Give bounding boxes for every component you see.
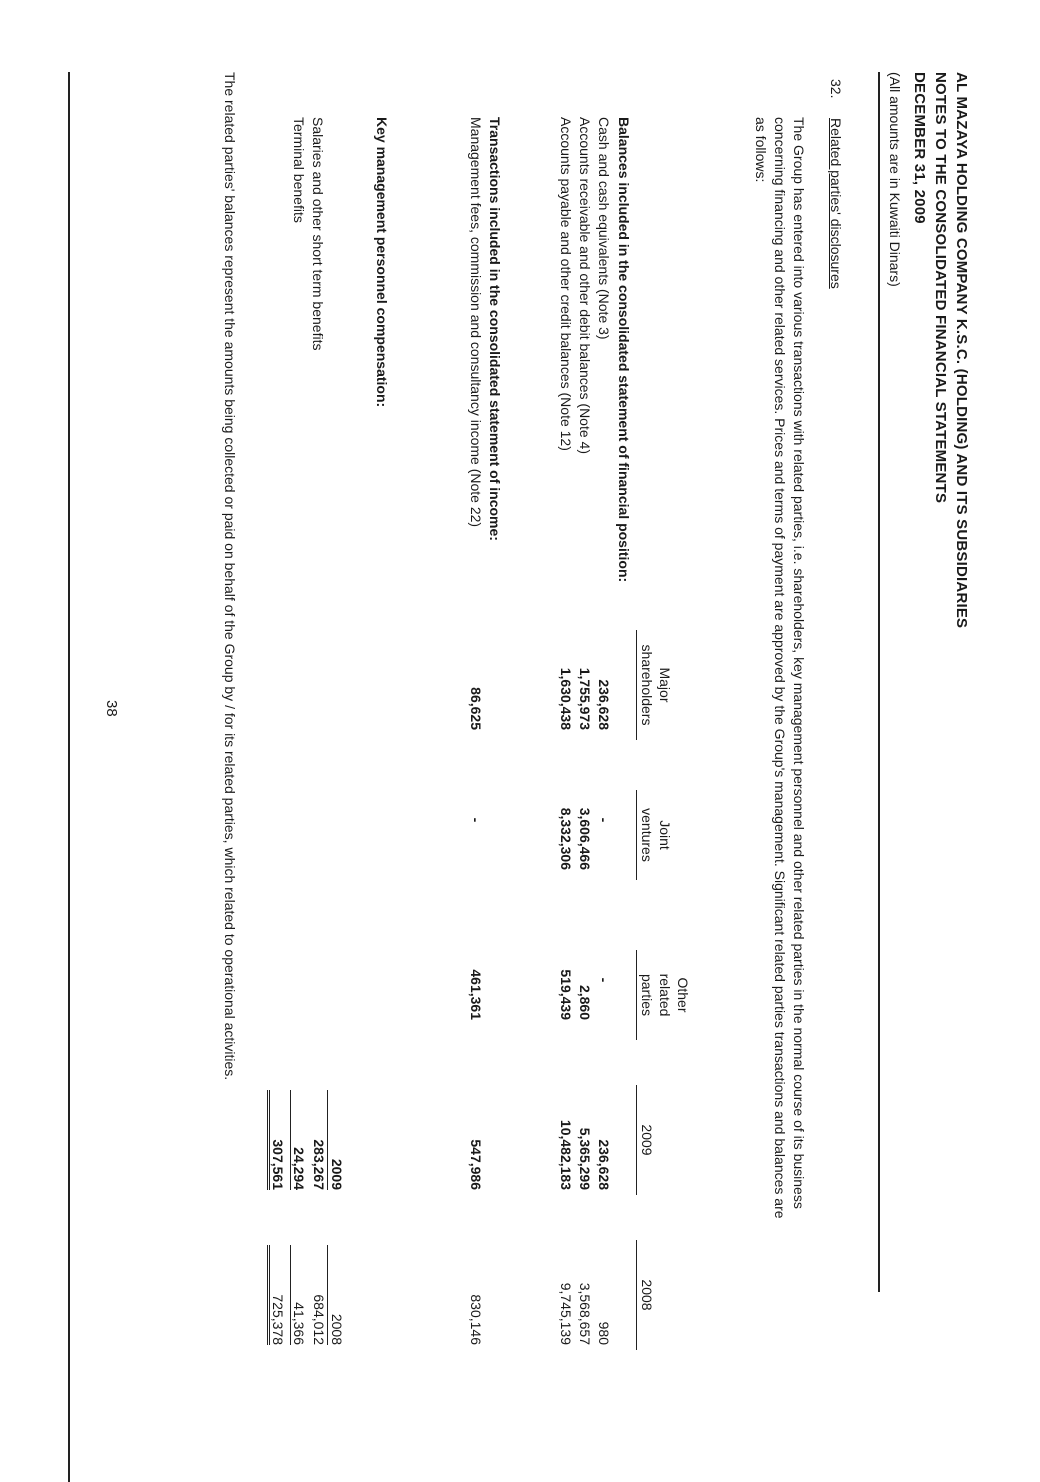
row-label-accounts-payable: Accounts payable and other credit balances (Note 12): [558, 117, 574, 451]
currency-note: (All amounts are in Kuwaiti Dinars): [887, 72, 903, 287]
row-label-cash: Cash and cash equivalents (Note 3): [596, 117, 612, 340]
cell-value: 8,332,306: [558, 807, 574, 870]
cell-value: 283,267: [311, 1090, 328, 1190]
col-header-joint-ventures: Joint ventures: [636, 790, 674, 880]
company-name: AL MAZAYA HOLDING COMPANY K.S.C. (HOLDING) AND ITS SUBSIDIARIES: [953, 72, 970, 629]
cell-value: 684,012: [311, 1245, 328, 1345]
cell-value: 1,755,973: [577, 667, 593, 730]
cell-value: 5,365,299: [577, 1127, 593, 1190]
cell-value: 461,361: [468, 969, 484, 1020]
cell-value: 236,628: [596, 1139, 612, 1190]
cell-value: 3,568,657: [577, 1282, 593, 1345]
row-label-terminal-benefits: Terminal benefits: [291, 117, 307, 223]
row-label-salaries: Salaries and other short term benefits: [310, 117, 326, 351]
total-value: 725,378: [267, 1245, 286, 1345]
footer-divider: [68, 72, 70, 1482]
intro-line: The Group has entered into various transactions with related parties, i.e. shareholders, key management personnel and other related parties in the normal course of its business: [791, 117, 807, 1209]
cell-value: 830,146: [468, 1294, 484, 1345]
cell-value: -: [468, 817, 484, 823]
key-management-heading: Key management personnel compensation:: [374, 117, 390, 408]
transactions-heading: Transactions included in the consolidated statement of income:: [487, 117, 503, 541]
cell-value: 10,482,183: [558, 1119, 574, 1190]
row-label-management-fees: Management fees, commission and consultancy income (Note 22): [468, 117, 484, 528]
cell-value: 547,986: [468, 1139, 484, 1190]
col-header-2009: 2009: [636, 1085, 656, 1195]
total-value: 307,561: [267, 1090, 286, 1190]
cell-value: 41,366: [290, 1245, 307, 1345]
cell-value: 2,860: [577, 984, 593, 1020]
intro-line: concerning financing and other related services. Prices and terms of payment are approved by the Group's management. Significant related parties transactions and balances are: [772, 117, 788, 1219]
cell-value: 1,630,438: [558, 667, 574, 730]
col-header-major-shareholders: Major shareholders: [636, 630, 674, 740]
document-header: [909, 72, 972, 628]
km-col-header-2008: 2008: [329, 1313, 345, 1345]
row-label-accounts-receivable: Accounts receivable and other debit balances (Note 4): [577, 117, 593, 454]
cell-value: 3,606,466: [577, 807, 593, 870]
cell-value: 236,628: [596, 679, 612, 730]
cell-value: 24,294: [290, 1090, 307, 1190]
footnote: The related parties' balances represent the amounts being collected or paid on behalf of the Group by / for its related parties, which related to operational activities.: [222, 72, 238, 1081]
statement-date: DECEMBER 31, 2009: [911, 72, 928, 224]
km-col-header-2009: 2009: [329, 1158, 345, 1190]
section-number: 32.: [828, 79, 844, 99]
balances-heading: Balances included in the consolidated statement of financial position:: [616, 117, 632, 583]
cell-value: 980: [596, 1321, 612, 1345]
section-title: Related parties' disclosures: [828, 118, 844, 289]
col-header-2008: 2008: [636, 1240, 656, 1350]
cell-value: -: [596, 817, 612, 823]
document-title: NOTES TO THE CONSOLIDATED FINANCIAL STATEMENTS: [932, 72, 949, 504]
intro-line: as follows:: [753, 117, 769, 183]
cell-value: 9,745,139: [558, 1282, 574, 1345]
intro-paragraph: [751, 117, 808, 1307]
header-divider: [878, 72, 880, 1292]
col-header-other-related-parties: Other related parties: [636, 950, 692, 1040]
cell-value: -: [596, 977, 612, 983]
cell-value: 86,625: [468, 687, 484, 730]
cell-value: 519,439: [558, 969, 574, 1020]
page-number: 38: [103, 700, 120, 717]
